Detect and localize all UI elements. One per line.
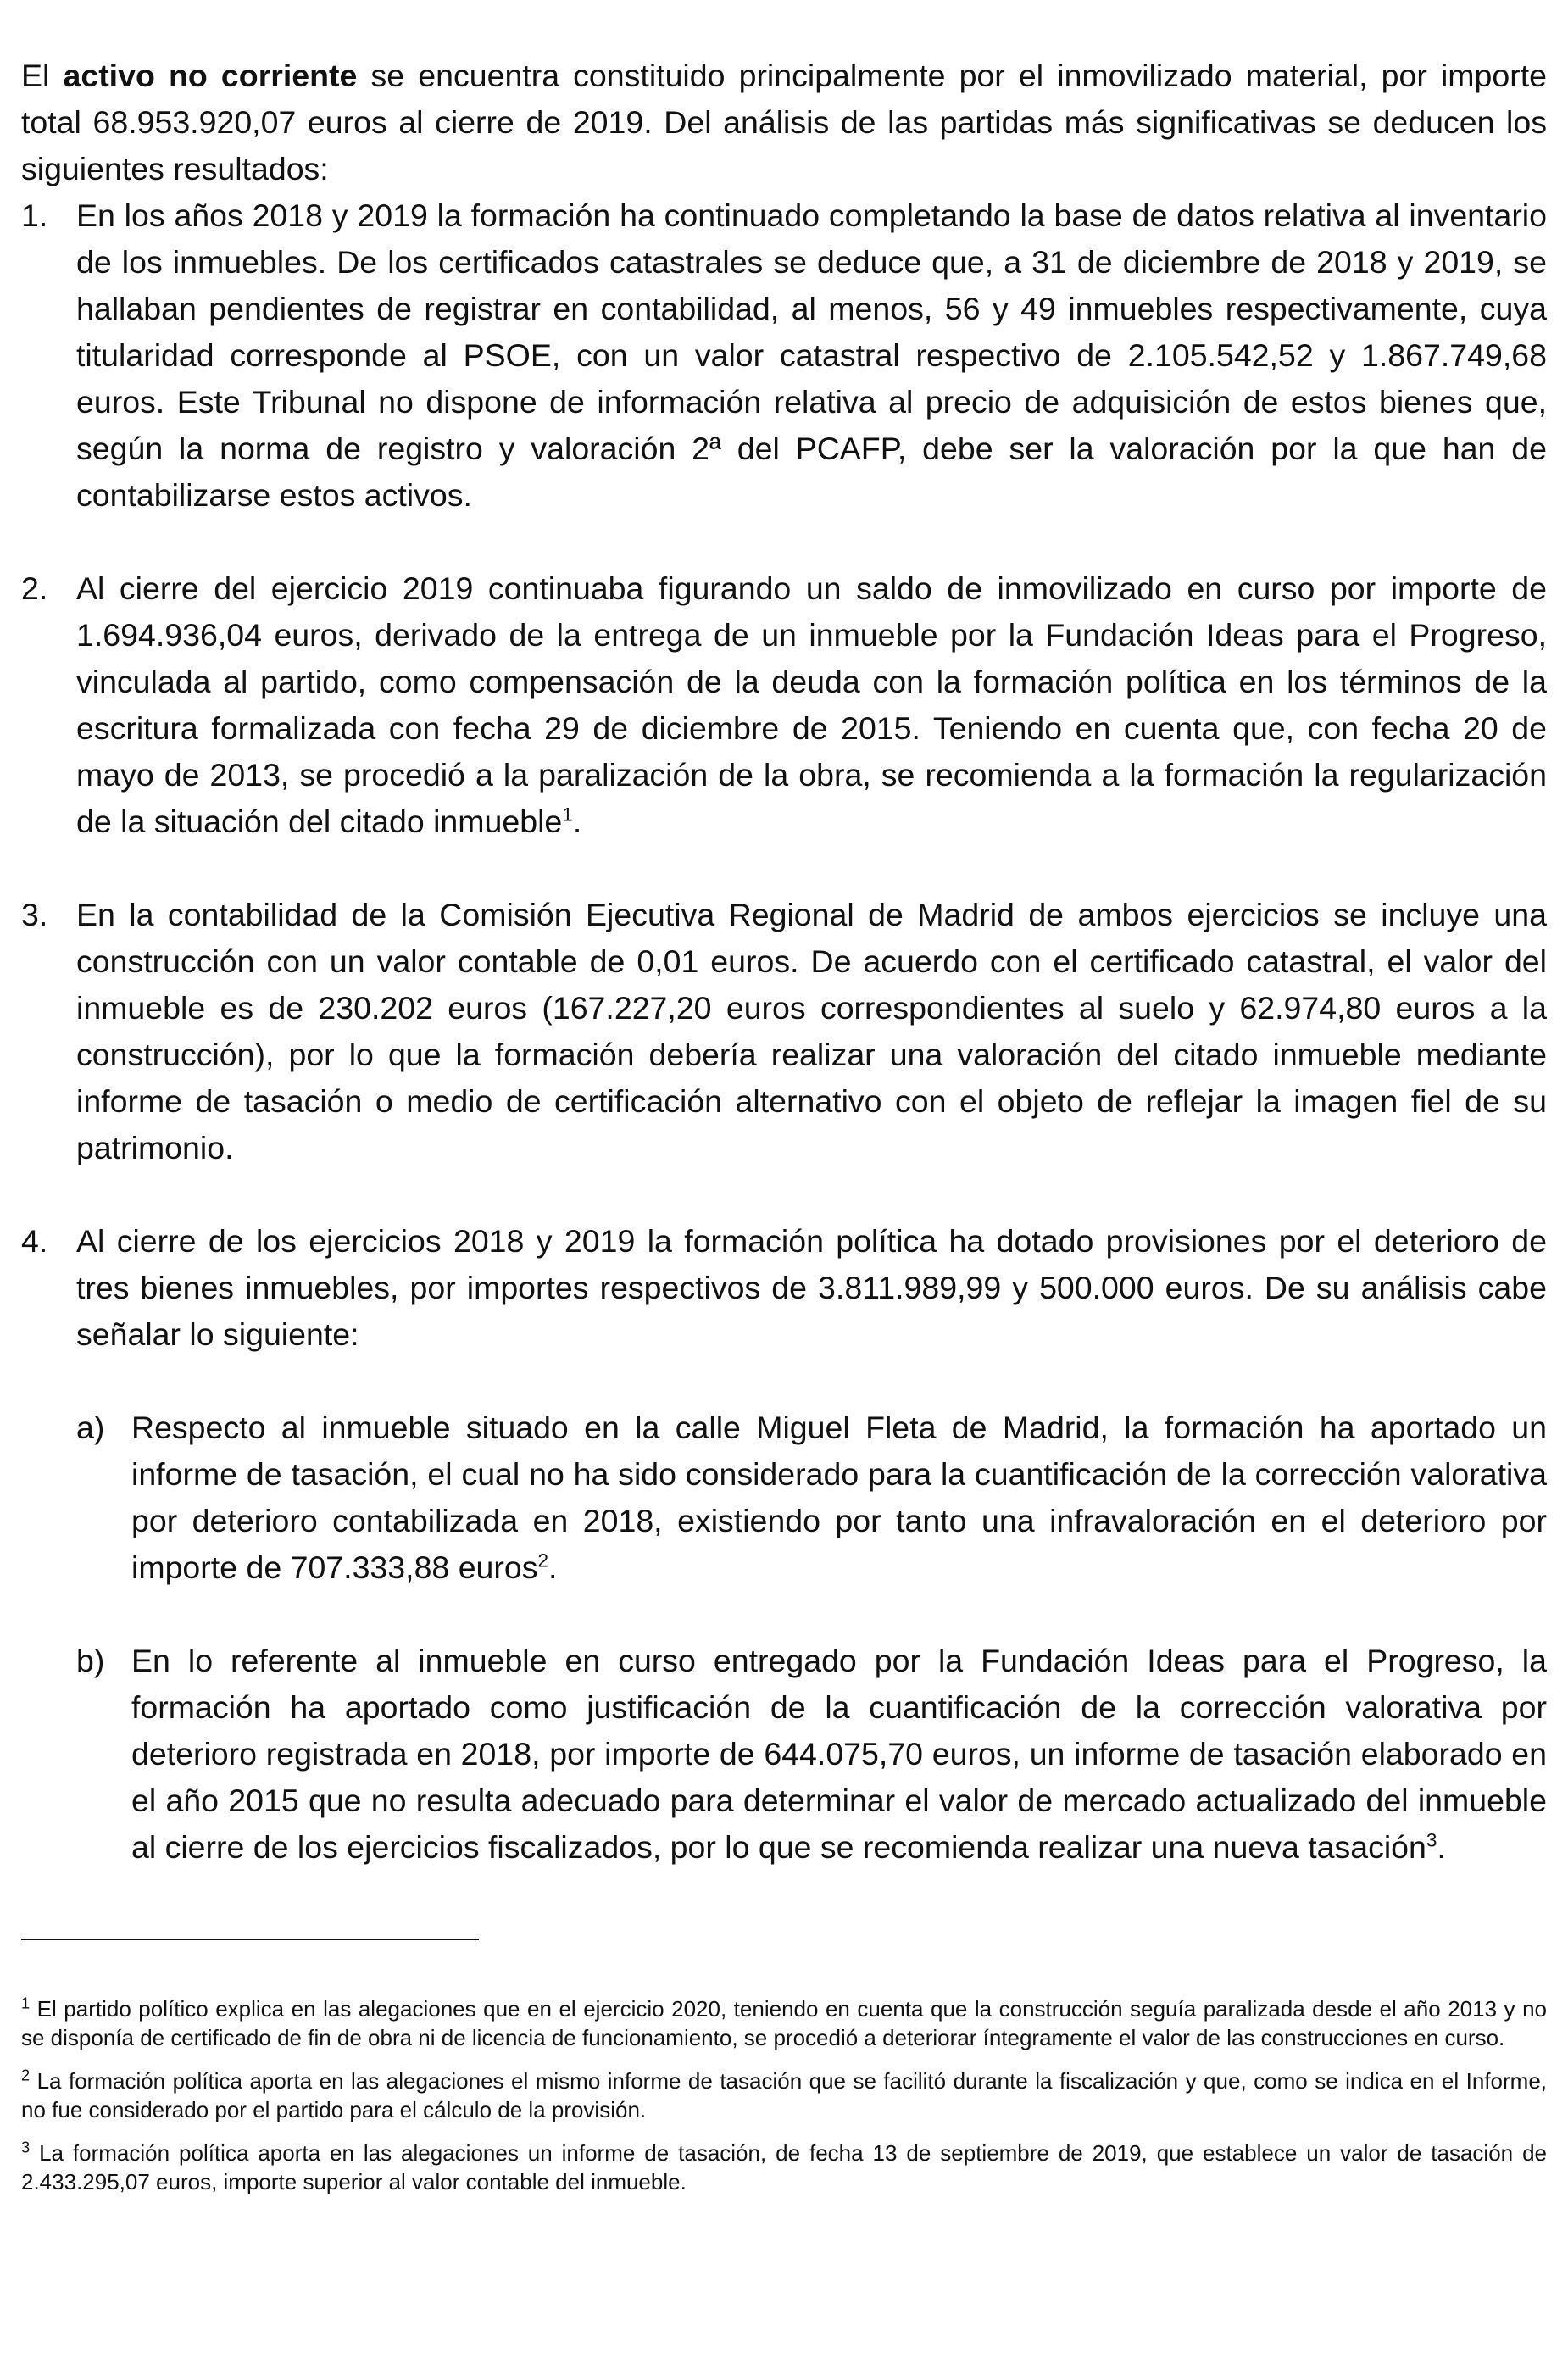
list-item-text: Al cierre de los ejercicios 2018 y 2019 la formación política ha dotado provisiones por el deterioro de tres bienes inmuebles, por importes respectivos de 3.811.989,99 y 500.000 euros. De su análisis cabe señalar lo siguiente: (76, 1223, 1547, 1352)
main-text (21, 53, 1547, 1871)
intro-paragraph (21, 53, 1547, 192)
list-item-text: En los años 2018 y 2019 la formación ha continuado completando la base de datos relativa al inventario de los inmuebles. De los certificados catastrales se deduce que, a 31 de diciembre de 2018 y 2019, se hallaban pendientes de registrar en contabilidad, al menos, 56 y 49 inmuebles respectivamente, cuya titularidad corresponde al PSOE, con un valor catastral respectivo de 2.105.542,52 y 1.867.749,68 euros. Este Tribunal no dispone de información relativa al precio de adquisición de estos bienes que, según la norma de registro y valoración 2ª del PCAFP, debe ser la valoración por la que han de contabilizarse estos activos. (76, 197, 1547, 513)
footnote-2 (21, 2067, 1547, 2124)
list-item-text: En la contabilidad de la Comisión Ejecutiva Regional de Madrid de ambos ejercicios se incluye una construcción con un valor contable de 0,01 euros. De acuerdo con el certificado catastral, el valor del inmueble es de 230.202 euros (167.227,20 euros correspondientes al suelo y 62.974,80 euros a la construcción), por lo que la formación debería realizar una valoración del citado inmueble mediante informe de tasación o medio de certificación alternativo con el objeto de reflejar la imagen fiel de su patrimonio. (76, 897, 1547, 1165)
footnote-text: La formación política aporta en las alegaciones el mismo informe de tasación que se facilitó durante la fiscalización y que, como se indica en el Informe, no fue considerado por el partido para el cálculo de la provisión. (21, 2068, 1547, 2122)
footnote-1 (21, 1994, 1547, 2052)
sub-item-letter: b) (76, 1643, 105, 1678)
list-item-number: 1. (21, 197, 48, 233)
footnote-ref-1[interactable]: 1 (562, 804, 573, 826)
list-item-text: Al cierre del ejercicio 2019 continuaba figurando un saldo de inmovilizado en curso por importe de 1.694.936,04 euros, derivado de la entrega de un inmueble por la Fundación Ideas para el Progreso, vinculada al partido, como compensación de la deuda con la formación política en los términos de la escritura formalizada con fecha 29 de diciembre de 2015. Teniendo en cuenta que, con fecha 20 de mayo de 2013, se procedió a la paralización de la obra, se recomienda a la formación la regularización de la situación del citado inmueble (76, 570, 1547, 839)
sub-item-tail: . (548, 1549, 558, 1585)
footnote-number: 1 (21, 1994, 31, 2012)
sub-item-text: En lo referente al inmueble en curso entregado por la Fundación Ideas para el Progreso, la formación ha aportado como justificación de la cuantificación de la corrección valorativa por deterioro registrada en 2018, por importe de 644.075,70 euros, un informe de tasación elaborado en el año 2015 que no resulta adecuado para determinar el valor de mercado actualizado del inmueble al cierre de los ejercicios fiscalizados, por lo que se recomienda realizar una nueva tasación (131, 1643, 1547, 1865)
list-item-text-container (76, 565, 1547, 845)
list-item-number: 3. (21, 897, 48, 932)
sub-item-a (76, 1405, 1547, 1591)
sub-item-letter: a) (76, 1410, 105, 1445)
sub-item-text-container (131, 1638, 1547, 1871)
footnote-ref-2[interactable]: 2 (537, 1549, 549, 1571)
list-item-3 (21, 892, 1547, 1171)
sub-item-text: Respecto al inmueble situado en la calle Miguel Fleta de Madrid, la formación ha aportado un informe de tasación, el cual no ha sido considerado para la cuantificación de la corrección valorativa por deterioro contabilizada en 2018, existiendo por tanto una infravaloración en el deterioro por importe de 707.333,88 euros (131, 1410, 1547, 1585)
intro-post: se encuentra constituido principalmente por el inmovilizado material, por importe total 68.953.920,07 euros al cierre de 2019. Del análisis de las partidas más significativas se deducen los siguientes resultados: (21, 58, 1547, 186)
footnote-separator (21, 1939, 479, 1940)
footnote-number: 3 (21, 2139, 31, 2156)
list-item-tail: . (572, 804, 582, 839)
footnote-text: El partido político explica en las alegaciones que en el ejercicio 2020, teniendo en cuenta que la construcción seguía paralizada desde el año 2013 y no se disponía de certificado de fin de obra ni de licencia de funcionamiento, se procedió a deteriorar íntegramente el valor de las construcciones en curso. (21, 1996, 1547, 2050)
intro-pre: El (21, 58, 64, 93)
list-item-number: 4. (21, 1223, 48, 1259)
list-item-1 (21, 192, 1547, 519)
footnote-ref-3[interactable]: 3 (1426, 1829, 1437, 1851)
footnote-3 (21, 2139, 1547, 2196)
footnote-text: La formación política aporta en las alegaciones un informe de tasación, de fecha 13 de septiembre de 2019, que establece un valor de tasación de 2.433.295,07 euros, importe superior al valor contable del inmueble. (21, 2140, 1547, 2194)
list-item-2 (21, 565, 1547, 845)
footnote-number: 2 (21, 2067, 31, 2084)
footnotes (21, 1994, 1547, 2211)
sub-item-b (76, 1638, 1547, 1871)
list-item-number: 2. (21, 570, 48, 606)
sub-item-tail: . (1437, 1829, 1446, 1865)
sub-item-text-container (131, 1405, 1547, 1591)
list-item-4 (21, 1218, 1547, 1358)
intro-bold-term: activo no corriente (63, 58, 358, 93)
